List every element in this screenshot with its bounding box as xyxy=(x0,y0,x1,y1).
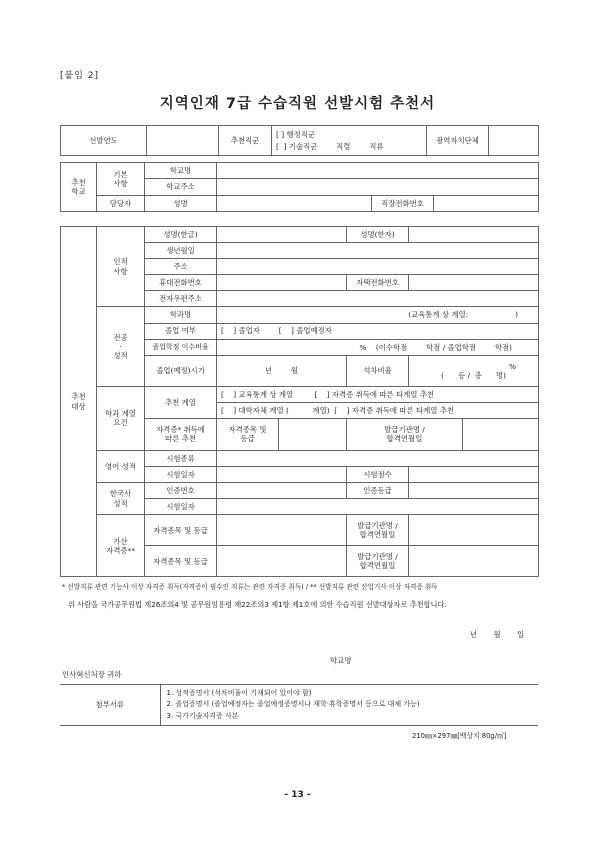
candidate-table xyxy=(60,226,539,577)
bonus-issuer-field-2[interactable] xyxy=(409,546,539,577)
header-table xyxy=(60,125,539,156)
credit-label: 졸업학점 이수비율 xyxy=(145,339,217,355)
exam-date-field[interactable] xyxy=(217,467,347,483)
exam-score-field[interactable] xyxy=(409,467,539,483)
bonus-issuer-label-2: 발급기관명 / 합격연월일 xyxy=(347,546,409,577)
email-label: 전자우편주소 xyxy=(145,291,217,307)
rec-series-label: 추천 계열 xyxy=(145,386,217,418)
year-field[interactable] xyxy=(147,126,219,156)
office-phone-field[interactable] xyxy=(434,195,539,211)
manager-name-field[interactable] xyxy=(217,195,372,211)
region-field[interactable] xyxy=(489,126,539,156)
birth-label: 생년월일 xyxy=(145,243,217,259)
home-phone-label: 자택전화번호 xyxy=(347,275,409,291)
attachment-item: 1. 성적증명서 (석차비율이 기재되어 있어야 함) xyxy=(166,689,312,698)
attachments-list xyxy=(160,685,538,726)
history-date-label: 시험일자 xyxy=(145,499,217,515)
office-phone-label: 직장전화번호 xyxy=(372,195,434,211)
attachment-item: 3. 국가기술자격증 사본 xyxy=(166,711,239,720)
history-label: 한국사 성적 xyxy=(97,483,145,515)
candidate-group-label: 추천 대상 xyxy=(61,227,97,577)
name-kr-label: 성명(한글) xyxy=(145,227,217,243)
cert-no-field[interactable] xyxy=(217,483,347,499)
cert-other-label: 자격증* 취득에 따른 추천 xyxy=(145,418,217,450)
recommendation-statement: 위 사람을 국가공무원법 제26조의4 및 공무원임용령 제22조의3 제1항 제1호에 의한 수습직원 선발대상자로 추천합니다. xyxy=(68,600,447,609)
bonus-grade-field-2[interactable] xyxy=(217,546,347,577)
email-field[interactable] xyxy=(217,291,539,307)
rec-series-option-1[interactable]: [ ] 교육통계 상 계열 [ ] 자격증 취득에 따른 타계열 추천 xyxy=(217,386,539,402)
paper-size: 210㎜×297㎜[백상지 80g/㎡] xyxy=(412,732,507,740)
footnote: * 선발직류 관련 기능사 이상 자격증 취득(자격증이 필수인 직류는 관련 자격증 취득) / ** 선발직류 관련 산업기사 이상 자격증 취득 xyxy=(62,583,438,591)
school-name-signature: 학교명 xyxy=(330,656,352,665)
school-group-label: 추천 학교 xyxy=(61,163,97,212)
addressee: 인사혁신처장 귀하 xyxy=(62,670,122,679)
cert-grade-field[interactable] xyxy=(279,418,347,450)
name-hanja-label: 성명(한자) xyxy=(347,227,409,243)
attachment-label: [붙임 2] xyxy=(60,71,99,81)
cert-issuer-field[interactable] xyxy=(463,418,539,450)
page-number: - 13 - xyxy=(284,790,311,800)
school-table xyxy=(60,162,539,212)
job-label: 추천직군 xyxy=(219,126,272,156)
address-field[interactable] xyxy=(217,259,539,275)
cert-level-field[interactable] xyxy=(409,483,539,499)
manager-name-label: 성명 xyxy=(145,195,217,211)
bonus-issuer-label-1: 발급기관명 / 합격연월일 xyxy=(347,515,409,546)
rec-series-option-2[interactable]: [ ] 대학자체 계열 ( 계열) [ ] 자격증 취득에 따른 타계열 추천 xyxy=(217,402,539,418)
mobile-field[interactable] xyxy=(217,275,347,291)
date-line: 년 월 일 xyxy=(470,630,525,639)
personal-section-label: 인적 사항 xyxy=(97,227,145,307)
school-address-field[interactable] xyxy=(217,178,539,195)
exam-score-label: 시험점수 xyxy=(347,467,409,483)
attachment-item: 2. 졸업증명서 (졸업예정자는 졸업예정증명서나 재학·휴학증명서 등으로 대체 가능) xyxy=(166,700,420,709)
rank-field[interactable] xyxy=(409,355,539,386)
grad-date-label: 졸업(예정)시기 xyxy=(145,355,217,386)
bonus-grade-field-1[interactable] xyxy=(217,515,347,546)
exam-date-label: 시험일자 xyxy=(145,467,217,483)
bonus-label: 가산 자격증** xyxy=(97,515,145,577)
dept-field[interactable]: (교육통계 상 계열: ) xyxy=(217,307,539,323)
region-label: 광역자치단체 xyxy=(427,126,489,156)
bonus-issuer-field-1[interactable] xyxy=(409,515,539,546)
attachments-table xyxy=(60,684,538,726)
rank-label: 석차비율 xyxy=(347,355,409,386)
credit-field[interactable]: % (이수학점 학점 / 졸업학점 학점) xyxy=(217,339,539,355)
cert-level-label: 인증등급 xyxy=(347,483,409,499)
school-basic-label: 기본 사항 xyxy=(97,163,145,196)
name-hanja-field[interactable] xyxy=(409,227,539,243)
name-kr-field[interactable] xyxy=(217,227,347,243)
birth-field[interactable] xyxy=(217,243,539,259)
form-title: 지역인재 7급 수습직원 선발시험 추천서 xyxy=(159,96,436,112)
address-label: 주소 xyxy=(145,259,217,275)
exam-type-label: 시험종류 xyxy=(145,450,217,466)
job-tech-option[interactable]: [ ] 기술직군 직렬 직류 xyxy=(276,141,384,151)
rank-percent: % xyxy=(508,361,516,371)
school-name-label: 학교명 xyxy=(145,163,217,179)
mobile-label: 휴대전화번호 xyxy=(145,275,217,291)
home-phone-field[interactable] xyxy=(409,275,539,291)
dept-label: 학과명 xyxy=(145,307,217,323)
cert-grade-label: 자격종목 및 등급 xyxy=(217,418,279,450)
cert-issuer-label: 발급기관명 / 합격연월일 xyxy=(347,418,463,450)
job-options[interactable] xyxy=(272,126,427,156)
grad-field[interactable]: [ ] 졸업자 [ ] 졸업예정자 xyxy=(217,323,539,339)
school-name-field[interactable] xyxy=(217,163,539,179)
attachments-label: 첨부서류 xyxy=(60,685,160,726)
grad-label: 졸업 여부 xyxy=(145,323,217,339)
exam-type-field[interactable] xyxy=(217,450,539,466)
manager-label: 담당자 xyxy=(97,195,145,211)
english-label: 영어 성적 xyxy=(97,450,145,482)
dept-req-label: 학과 계열 요건 xyxy=(97,386,145,450)
bonus-grade-label-1: 자격종목 및 등급 xyxy=(145,515,217,546)
cert-no-label: 인증번호 xyxy=(145,483,217,499)
major-section-label: 전공 · 성적 xyxy=(97,307,145,386)
school-address-label: 학교주소 xyxy=(145,178,217,195)
history-date-field[interactable] xyxy=(217,499,539,515)
year-label: 선발연도 xyxy=(61,126,147,156)
grad-date-field[interactable]: 년 월 xyxy=(217,355,347,386)
job-admin-option[interactable]: [ ] 행정직군 xyxy=(276,129,316,139)
rank-position: ( 등 / 총 명) xyxy=(441,370,506,380)
bonus-grade-label-2: 자격종목 및 등급 xyxy=(145,546,217,577)
